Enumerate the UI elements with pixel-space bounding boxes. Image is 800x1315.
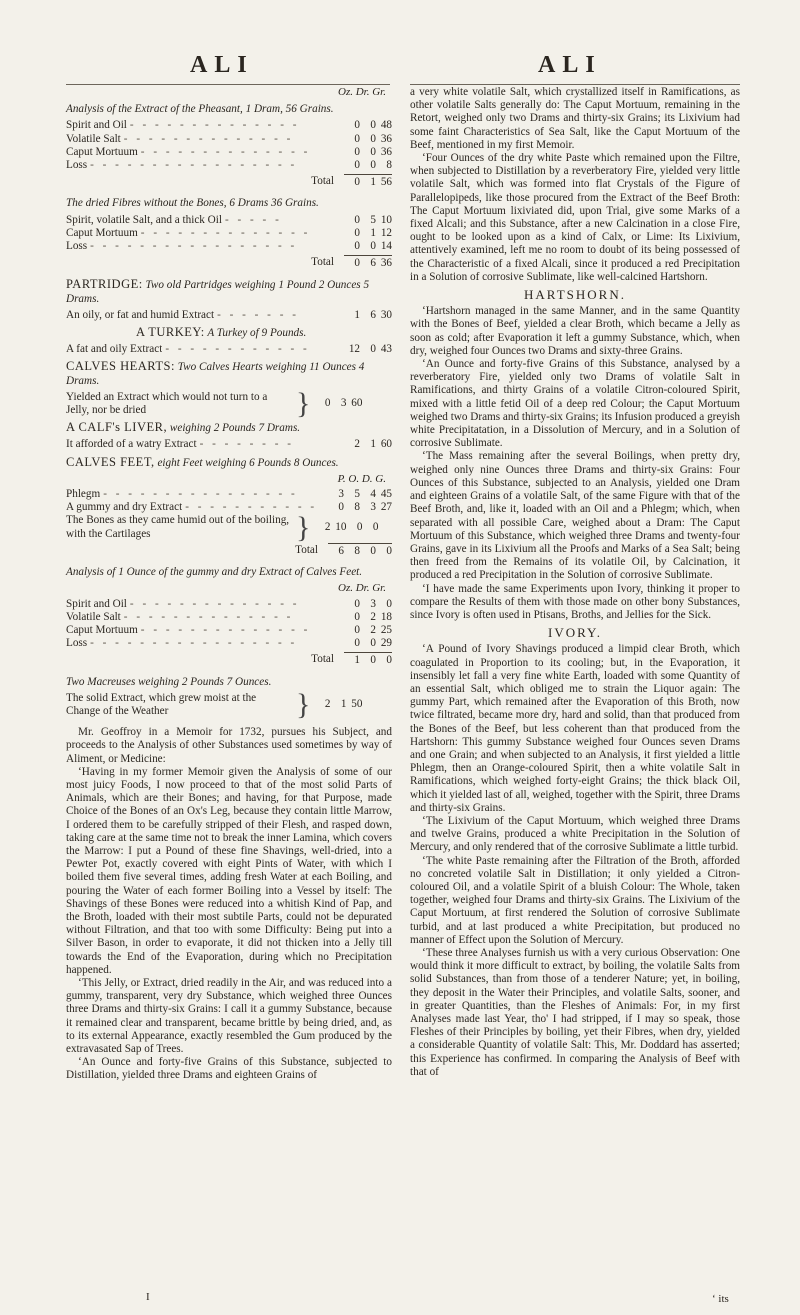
cell: 0 — [354, 145, 360, 158]
row-label: Loss — [66, 159, 88, 172]
paragraph: Mr. Geoffroy in a Memoir for 1732, pursues his Subject, and proceeds to the Analysis of other Substances used sometimes by way of Aliment, or Medicine: — [66, 726, 392, 765]
cell: 0 — [370, 654, 376, 667]
cell: 36 — [380, 145, 392, 158]
calves-feet-subtitle: eight Feet weighing 6 Pounds 8 Ounces. — [157, 456, 339, 469]
cell: 60 — [380, 438, 392, 451]
cell: 0 — [386, 544, 392, 557]
cell: 0 — [354, 610, 360, 623]
cell: 10 — [335, 521, 347, 534]
cell: 0 — [386, 654, 392, 667]
cell: 43 — [380, 343, 392, 356]
cell: 8 — [386, 159, 392, 172]
cell: 0 — [386, 597, 392, 610]
column-header-units: Oz. Dr. Gr. — [338, 86, 386, 98]
partridge-heading — [66, 278, 392, 305]
table-row — [66, 387, 392, 421]
cell: 1 — [354, 654, 360, 667]
table-row — [66, 510, 392, 544]
cell: 10 — [380, 213, 392, 226]
calves-hearts-subtitle: Two Calves Hearts weighing 11 Ounces 4 Drams. — [66, 361, 365, 387]
cell: 12 — [380, 226, 392, 239]
cell: 6 — [338, 544, 344, 557]
paragraph: ‘ These three Analyses furnish us with a very curious Observation: One would think it more difficult to extract, by boiling, the volatile Salts from solid Substances, than from those of a tenderer Nature; yet, in boiling, they deposit in the Water their Principles, and volatile Salts, sooner, and in greater Quantities, than the Fleshes of Animals: For, in my first Analyses made last Year, tho' I had stripped, if I may so speak, those Fleshes of their Principles by boiling, yet their Fibres, when dry, yielded a considerable Quantity of volatile Salt: This, Mr. Doddard has asserted; this Experience has confirmed. In comparing the Analysis of Beef with that of — [410, 947, 740, 1079]
fibres-heading: The dried Fibres without the Bones, 6 Drams 36 Grains. — [66, 197, 319, 210]
row-label: Caput Mortuum — [66, 623, 138, 636]
total-label: Total — [295, 543, 318, 556]
ivory-heading: IVORY. — [547, 625, 603, 641]
cell: 0 — [354, 637, 360, 650]
cell: 0 — [354, 257, 360, 270]
running-head-right: ALI — [538, 52, 602, 78]
row-label: Caput Mortuum — [66, 145, 138, 158]
pheasant-table — [66, 119, 392, 189]
table-row: Volatile Salt - - - - - - - - - - - - - - 0 0 36 — [66, 132, 392, 145]
calves-hearts-heading — [66, 360, 392, 387]
partridge-subtitle: Two old Partridges weighing 1 Pound 2 Ounces 5 Drams. — [66, 279, 370, 305]
paragraph: ‘ The Lixivium of the Caput Mortuum, which weighed three Drams and twelve Grains, produced a white Precipitation in the Solution of Mercury, and only rendered that of the corrosive Sublimate a little turbid. — [410, 815, 740, 855]
gummy-table — [66, 598, 392, 668]
cell: 0 — [370, 240, 376, 253]
catchword: ‘ its — [712, 1293, 729, 1305]
table-row: A gummy and dry Extract - - - - - - - - - - - 0 8 3 27 — [66, 501, 392, 514]
paragraph: ‘ Four Ounces of the dry white Paste which remained upon the Filtre, when subjected to Distillation by a reverberatory Fire, yielded very little volatile Salt, which was formed into flat Crystals of the Figure of Parallelopipeds, like those procured from the Extract of the Beef Broth: The Caput Mortuum lixiviated did, upon Trial, give some Marks of a fixed Alcali; and this Substance, after a new Calcination in a close Fire, ought to be looked upon as a kind of Calx, or Lime: Its Lixivium, attentively examined, left me no room to doubt of its being possessed of the Characteristic of a fixed Alcali, since it produced a red Precipitation in a Solution of corrosive Sublimate, like well-calcined Hartshorn. — [410, 152, 740, 284]
paragraph: ‘ An Ounce and forty-five Grains of this Substance, analysed by a reverberatory Fire, yielded only two Drams of volatile Salt in Ramifications, and thirty Grains of a volatile Citron-coloured Spirit, mixed with a little fetid Oil of a deep red Colour; the Caput Mortuum weighed two Drams and thirty-six Grains; its Infusion produced a greyish white Precipitatation, in a Dissolution of Mercury, and in a Solution of corrosive Sublimate. — [410, 358, 740, 450]
row-label: A fat and oily Extract — [66, 343, 163, 356]
row-label: Loss — [66, 637, 88, 650]
cell: 0 — [354, 132, 360, 145]
paragraph: ‘ A Pound of Ivory Shavings produced a limpid clear Broth, which coagulated in Proportion to its cooling; but, in the Evaporation, it insensibly let fall a very fine white Earth, loaded with some Quantity of an essential Salt, which obliged me to strain the Liquor again: The gummy Part, which remained after the Evaporation of this Broth, now twice filtrated, became more dry, hard and solid, than that produced from the Bones of the Beef, but less coherent than that produced from the Hartshorn: This gummy Substance weighed four Ounces seven Drams and one Grain; and when subjected to an Analysis, it first yielded a little Phlegm, then an Orange-coloured Spirit, then a white volatile Salt in Ramifications, which weighed forty-eight Grains; the thick black Oil, which it yielded last of all, weighed, together with the Spirit, three Drams and thirty-six Grains. — [410, 643, 740, 815]
table-row: Loss - - - - - - - - - - - - - - - - - 0 0 8 — [66, 159, 392, 172]
cell: 5 — [354, 488, 360, 501]
running-head-left: ALI — [190, 52, 254, 78]
turkey-title: A TURKEY: — [136, 325, 205, 340]
cell: 36 — [380, 257, 392, 270]
cell: 0 — [370, 343, 376, 356]
cell: 0 — [354, 623, 360, 636]
cell: 6 — [370, 257, 376, 270]
cell: 1 — [370, 226, 376, 239]
table-row: Spirit, volatile Salt, and a thick Oil - - - - - 0 5 10 — [66, 213, 392, 226]
cell: 0 — [370, 132, 376, 145]
partridge-title: PARTRIDGE: — [66, 277, 143, 292]
cell: 0 — [354, 119, 360, 132]
cell: 0 — [354, 213, 360, 226]
row-label: Caput Mortuum — [66, 226, 138, 239]
cell: 0 — [354, 226, 360, 239]
cell: 0 — [354, 176, 360, 189]
cell: 0 — [370, 119, 376, 132]
cell: 0 — [338, 501, 344, 514]
head-rule-left — [66, 84, 390, 85]
cell: 2 — [354, 438, 360, 451]
gummy-heading: Analysis of 1 Ounce of the gummy and dry Extract of Calves Feet. — [66, 566, 363, 579]
total-row — [66, 174, 392, 189]
total-row — [66, 543, 392, 558]
paragraph: a very white volatile Salt, which crystallized itself in Ramifications, as other volatile Salts generally do: The Caput Mortuum, remaining in the Retort, weighed only two Drams and thirty-six Grains; its Lixivium had some faint Characteristics of Sea Salt, like the Caput Mortuum of the Beef, mentioned in my first Memoir. — [410, 86, 740, 151]
table-row — [66, 687, 392, 721]
row-label: Spirit and Oil — [66, 119, 127, 132]
cell: 0 — [370, 637, 376, 650]
right-column — [410, 86, 740, 1079]
fibres-table — [66, 214, 392, 271]
cell: 18 — [380, 610, 392, 623]
cell: 1 — [370, 438, 376, 451]
cell: 3 — [340, 397, 347, 410]
table-row: It afforded of a watry Extract - - - - - - - - 2 1 60 — [66, 438, 392, 451]
total-label: Total — [311, 175, 334, 188]
cell: 2 — [370, 610, 376, 623]
cell: 2 — [370, 623, 376, 636]
turkey-heading — [66, 326, 392, 340]
paragraph: ‘ Hartshorn managed in the same Manner, and in the same Quantity with the Bones of Beef, yielded a clear Broth, which became a Jelly as soon as cold; after Evaporation it left a gummy Substance, which, when dry, weighed four Ounces two Drams and sixty-three Grains. — [410, 305, 740, 358]
brace: } — [296, 510, 311, 544]
calves-feet-table — [66, 488, 392, 558]
cell: 3 — [338, 488, 344, 501]
row-label: An oily, or fat and humid Extract — [66, 308, 215, 321]
cell: 0 — [354, 159, 360, 172]
cell: 0 — [354, 597, 360, 610]
cell: 50 — [351, 698, 363, 711]
row-label: The solid Extract, which grew moist at the Change of the Weather — [66, 691, 257, 717]
row-label: Phlegm — [66, 488, 101, 501]
cell: 2 — [324, 521, 331, 534]
calves-feet-heading — [66, 456, 392, 470]
cell: 6 — [370, 308, 376, 321]
column-header-units: P. O. D. G. — [337, 472, 386, 485]
paragraph: ‘ I have made the same Experiments upon Ivory, thinking it proper to compare the Results of them with those made on other bony Substances, since Ivory is often used in Ptisans, Broths, and Jellies for the Sick. — [410, 583, 740, 623]
paragraph: ‘ An Ounce and forty-five Grains of this Substance, subjected to Distillation, yielded three Drams and eighteen Grains of — [66, 1056, 392, 1082]
signature-mark: I — [146, 1291, 150, 1303]
row-label: A gummy and dry Extract — [66, 501, 183, 514]
row-label: Spirit and Oil — [66, 597, 127, 610]
macreuses-heading: Two Macreuses weighing 2 Pounds 7 Ounces. — [66, 675, 272, 688]
row-label: Volatile Salt — [66, 610, 121, 623]
cell: 5 — [370, 213, 376, 226]
paragraph: ‘ This Jelly, or Extract, dried readily in the Air, and was reduced into a gummy, transparent, very dry Substance, which weighed three Ounces three Drams and thirty-six Grains: I call it a gummy Substance, because it remained clear and transparent, became brittle by being dried, and, as to its external Appearance, exactly resembled the Gum produced by the extravasated Sap of Trees. — [66, 977, 392, 1056]
pheasant-heading: Analysis of the Extract of the Pheasant, 1 Dram, 56 Grains. — [66, 103, 334, 116]
cell: 29 — [380, 637, 392, 650]
cell: 3 — [370, 501, 376, 514]
cell: 60 — [351, 397, 363, 410]
total-row — [66, 255, 392, 270]
cell: 12 — [348, 343, 360, 356]
cell: 0 — [370, 145, 376, 158]
row-label: The Bones as they came humid out of the boiling, with the Cartilages — [66, 514, 290, 540]
cell: 1 — [354, 308, 360, 321]
cell: 0 — [370, 544, 376, 557]
table-row: Volatile Salt - - - - - - - - - - - - - - 0 2 18 — [66, 610, 392, 623]
cell: 0 — [356, 521, 363, 534]
table-row: Caput Mortuum - - - - - - - - - - - - - - 0 1 12 — [66, 226, 392, 239]
brace: } — [296, 387, 311, 421]
paragraph: ‘ The Mass remaining after the several Boilings, when pretty dry, weighed only nine Ounces three Drams and thirty-six Grains: Four Ounces of this Substance, subjected to an Analysis, yielded one Dram and eighteen Grains of a volatile Salt, of the same Figure with that of the Beef Broth, and, like it, loaded with an Oil and a Phlegm; which, when separated with all possible Care, weighed about a Dram: The Caput Mortuum of this Substance, which weighed three Drams and twenty-four Grains, gave in its Lixivium all the Proofs and Marks of a Sea Salt; being then freed from the Remains of its volatile Oil, by Calcination, it produced a red Precipitation in the Solution of corrosive Sublimate. — [410, 450, 740, 582]
table-row: Caput Mortuum - - - - - - - - - - - - - - 0 0 36 — [66, 145, 392, 158]
cell: 27 — [380, 501, 392, 514]
table-row: Spirit and Oil - - - - - - - - - - - - - - 0 3 0 — [66, 597, 392, 610]
calves-hearts-title: CALVES HEARTS: — [66, 359, 175, 374]
cell: 1 — [340, 698, 347, 711]
cell: 8 — [354, 544, 360, 557]
calfs-liver-heading — [66, 421, 392, 435]
cell: 4 — [370, 488, 376, 501]
brace: } — [296, 687, 311, 721]
column-header-units: Oz. Dr. Gr. — [338, 582, 386, 595]
row-label: Yielded an Extract which would not turn to a Jelly, nor be dried — [66, 390, 268, 417]
table-row: Spirit and Oil - - - - - - - - - - - - - - 0 0 48 — [66, 119, 392, 132]
cell: 0 — [372, 521, 379, 534]
cell: 25 — [380, 623, 392, 636]
table-row: Caput Mortuum - - - - - - - - - - - - - - 0 2 25 — [66, 623, 392, 636]
calfs-liver-subtitle: weighing 2 Pounds 7 Drams. — [169, 422, 301, 435]
cell: 0 — [324, 397, 331, 410]
calves-feet-title: CALVES FEET, — [66, 454, 155, 469]
table-row: Phlegm - - - - - - - - - - - - - - - - 3 5 4 45 — [66, 488, 392, 501]
row-label: Spirit, volatile Salt, and a thick Oil — [66, 213, 222, 226]
cell: 36 — [380, 132, 392, 145]
cell: 14 — [380, 240, 392, 253]
cell: 30 — [380, 308, 392, 321]
cell: 8 — [354, 501, 360, 514]
turkey-subtitle: A Turkey of 9 Pounds. — [207, 327, 307, 340]
cell: 0 — [354, 240, 360, 253]
row-label: Loss — [66, 240, 88, 253]
left-column — [66, 86, 392, 1083]
cell: 2 — [324, 698, 331, 711]
cell: 45 — [380, 488, 392, 501]
table-row: Loss - - - - - - - - - - - - - - - - - 0 0 29 — [66, 637, 392, 650]
row-label: Volatile Salt — [66, 132, 121, 145]
table-row: A fat and oily Extract - - - - - - - - - - - - 12 0 43 — [66, 343, 392, 356]
row-label: It afforded of a watry Extract — [66, 438, 197, 451]
cell: 3 — [370, 597, 376, 610]
total-label: Total — [311, 653, 334, 666]
head-rule-right — [410, 84, 740, 85]
cell: 0 — [370, 159, 376, 172]
total-row — [66, 652, 392, 667]
cell: 1 — [370, 176, 376, 189]
paragraph: ‘ The white Paste remaining after the Filtration of the Broth, afforded no concreted volatile Salt in Distillation; it only yielded a Citron-coloured Oil, and a volatile Spirit of a bluish Colour: The Whole, taken together, weighed four Drams and thirty-six Grains. The Lixivium of the Caput Mortuum, at first rendered the Solution of corrosive Sublimate turbid, and at last produced a white Precipitation, but produced no manner of Effect upon the Solution of Mercury. — [410, 855, 740, 947]
total-label: Total — [311, 256, 334, 269]
paragraph: ‘ Having in my former Memoir given the Analysis of some of our most juicy Foods, I now proceed to that of the most solid Parts of Animals, which are their Bones; and having, for that Purpose, made Choice of the Bones of an Ox's Leg, because they contain little Marrow, I ordered them to be carefully stripped of their Flesh, and rasped down, taking care at the same time not to break the inner Lamina, which covers the Marrow: I put a Pound of these fine Shavings, well-dried, into a Pewter Pot, exactly covered with eight Pints of Water, with which I boiled them five several times, adding fresh Water at each Boiling, and pouring the Water of each former Boiling into a Vessel by itself: The Shavings of these Bones were reduced into a whitish Kind of Pap, and the Broth, loaded with their most subtile Parts, could not be depurated without Filtration, and that too with some Difficulty: Being put into a Silver Bason, in order to evaporate, it did not thicken into a Jelly till towards the End of the Evaporation, during which no Precipitation happened. — [66, 766, 392, 977]
calfs-liver-title: A CALF's LIVER, — [66, 420, 168, 435]
table-row: Loss - - - - - - - - - - - - - - - - - 0 0 14 — [66, 240, 392, 253]
hartshorn-heading: HARTSHORN. — [524, 287, 626, 303]
table-row: An oily, or fat and humid Extract - - - - - - - 1 6 30 — [66, 308, 392, 321]
cell: 56 — [380, 176, 392, 189]
cell: 48 — [380, 119, 392, 132]
